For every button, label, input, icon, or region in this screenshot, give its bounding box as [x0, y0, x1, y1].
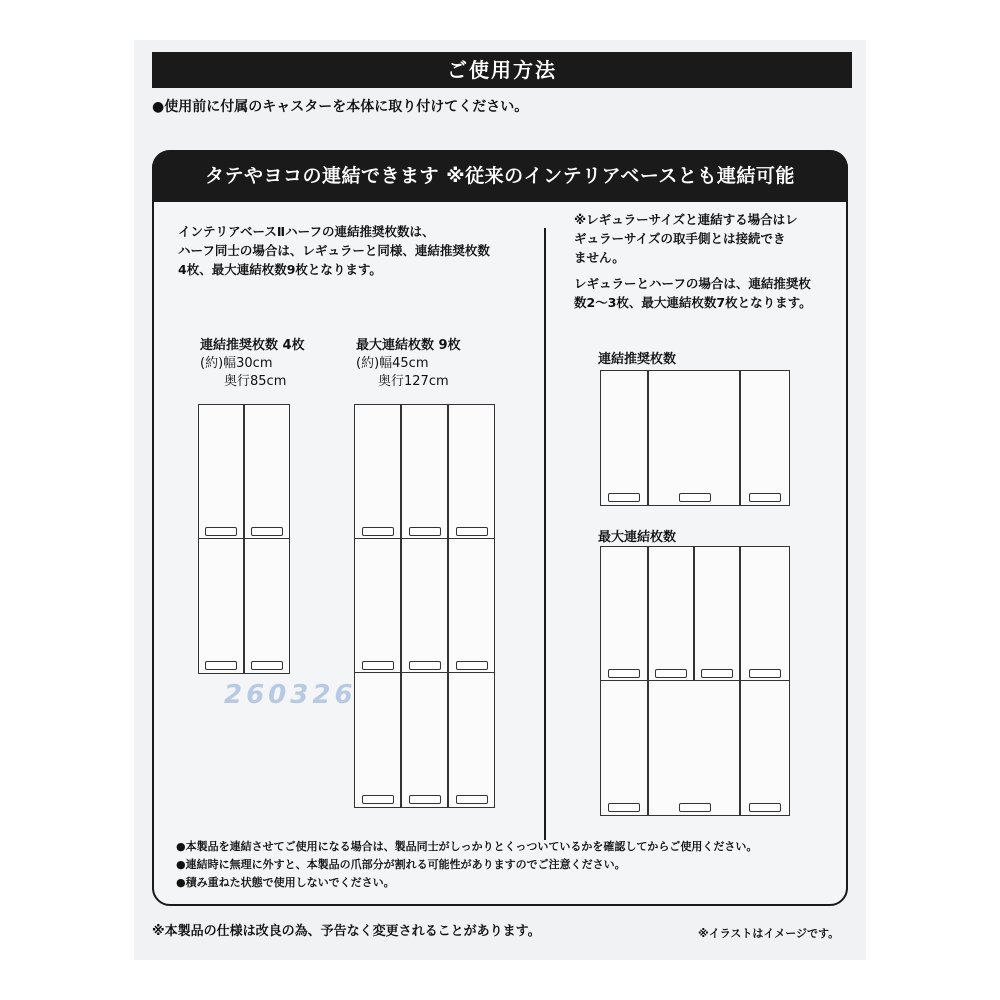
- cabinet-panel: [198, 404, 244, 540]
- connection-panel: [152, 150, 848, 906]
- cabinet-panel: [740, 370, 790, 506]
- spec-change-note: ※本製品の仕様は改良の為、予告なく変更されることがあります。: [152, 924, 541, 939]
- cabinet-panel: [600, 370, 648, 506]
- config-a-depth: 奥行85cm: [224, 374, 287, 389]
- illustration-note: ※イラストはイメージです。: [698, 927, 840, 940]
- cabinet-panel: [648, 546, 694, 682]
- section-title: ご使用方法: [152, 52, 852, 88]
- config-b-width: (約)幅45cm: [356, 356, 429, 371]
- note-check-connection: ●本製品を連結させてご使用になる場合は、製品同士がしっかりとくっついているかを確認してからご使用ください。: [176, 840, 758, 853]
- config-a-title: 連結推奨枚数 4枚: [200, 338, 305, 353]
- note-do-not-force: ●連結時に無理に外すと、本製品の爪部分が割れる可能性がありますのでご注意ください。: [176, 858, 626, 871]
- recommended-label: 連結推奨枚数: [598, 352, 677, 367]
- cabinet-panel: [198, 538, 244, 674]
- lot-stamp: 260326: [224, 680, 357, 710]
- cabinet-panel: [354, 538, 401, 674]
- cabinet-panel: [448, 672, 495, 808]
- right-note-regular: ※レギュラーサイズと連結する場合はレ ギュラーサイズの取手側とは接続でき ません。: [574, 212, 798, 265]
- intro-instruction: ●使用前に付属のキャスターを本体に取り付けてください。: [152, 99, 529, 115]
- right-note-mixed: レギュラーとハーフの場合は、連結推奨枚 数2〜3枚、最大連結枚数7枚となります。: [574, 276, 812, 310]
- cabinet-panel: [354, 672, 401, 808]
- column-divider: [544, 228, 546, 840]
- cabinet-panel: [600, 680, 648, 816]
- maximum-label: 最大連結枚数: [598, 530, 677, 545]
- cabinet-panel: [740, 680, 790, 816]
- config-b-depth: 奥行127cm: [378, 374, 449, 389]
- note-no-stacking: ●積み重ねた状態で使用しないでください。: [176, 876, 395, 889]
- cabinet-panel: [244, 404, 290, 540]
- cabinet-panel: [448, 538, 495, 674]
- cabinet-panel: [694, 546, 740, 682]
- cabinet-panel: [401, 404, 448, 540]
- left-description: インテリアベースⅡハーフの連結推奨枚数は、 ハーフ同士の場合は、レギュラーと同様、連結推奨枚数 4枚、最大連結枚数9枚となります。: [178, 224, 490, 277]
- cabinet-panel: [648, 680, 740, 816]
- cabinet-panel: [354, 404, 401, 540]
- cabinet-panel: [244, 538, 290, 674]
- cabinet-panel: [648, 370, 740, 506]
- cabinet-panel: [600, 546, 648, 682]
- cabinet-panel: [740, 546, 790, 682]
- panel-title: タテやヨコの連結できます ※従来のインテリアベースとも連結可能: [152, 150, 848, 202]
- cabinet-panel: [401, 672, 448, 808]
- cabinet-panel: [401, 538, 448, 674]
- config-b-title: 最大連結枚数 9枚: [356, 338, 461, 353]
- config-a-width: (約)幅30cm: [200, 356, 273, 371]
- cabinet-panel: [448, 404, 495, 540]
